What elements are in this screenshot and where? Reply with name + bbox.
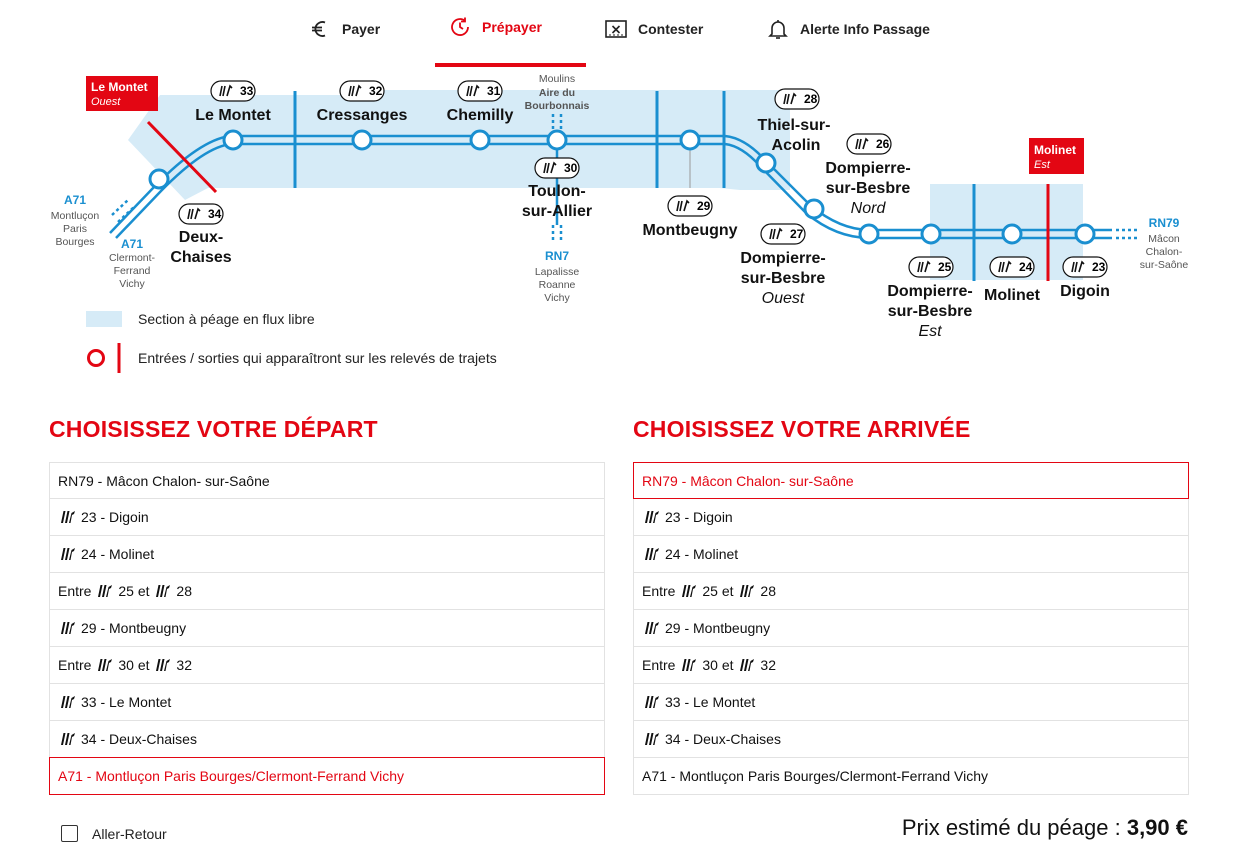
toll-plaza-icon [644, 547, 660, 561]
exit-num-28: 28 [804, 92, 818, 106]
toll-plaza-icon [739, 658, 755, 672]
exit-name-33: Le Montet [195, 107, 271, 124]
toll-plaza-icon [60, 695, 76, 709]
option-text-a: 34 [81, 731, 97, 747]
rn7-line1: Lapalisse [534, 266, 580, 278]
round-trip-label: Aller-Retour [92, 825, 167, 842]
tab-payer[interactable] [308, 14, 380, 44]
option-text-post: - Deux-Chaises [96, 731, 197, 747]
exit-name-34b: Chaises [170, 249, 232, 266]
toll-plaza-icon [644, 732, 660, 746]
price-estimate [902, 815, 1188, 841]
toll-plaza-icon [97, 584, 113, 598]
route-map [0, 60, 1241, 380]
entry-exit-icon [86, 342, 122, 374]
exit-num-29: 29 [697, 199, 711, 213]
option-text-a: 33 [81, 694, 97, 710]
a71-top-road: A71 [63, 193, 87, 207]
legend-freeflow [86, 311, 315, 327]
option-text-post: - Le Montet [96, 694, 172, 710]
option-text-post: - Montbeugny [680, 620, 771, 636]
arrival-list [633, 462, 1189, 795]
arrival-title: CHOISISSEZ VOTRE ARRIVÉE [633, 416, 971, 442]
toll-plaza-icon [60, 510, 76, 524]
option-text-post: - Digoin [96, 509, 149, 525]
exit-num-25: 25 [938, 260, 952, 274]
exit-name-25b: sur-Besbre [887, 303, 973, 320]
exit-name-31: Chemilly [446, 107, 514, 124]
a71-top-line1: Montluçon [50, 210, 100, 222]
ticket-x-icon [604, 17, 628, 41]
area-line-1: Moulins [538, 73, 576, 85]
option-text-a: 29 [81, 620, 97, 636]
toll-plaza-icon [644, 621, 660, 635]
legend-entries-text: Entrées / sorties qui apparaîtront sur les relevés de trajets [138, 350, 497, 366]
price-label: Prix estimé du péage : [901, 815, 1127, 840]
a71-top-line3: Bourges [55, 236, 95, 248]
rn79-line1: Mâcon [1148, 233, 1180, 245]
departure-list [49, 462, 605, 795]
option-text-mid: et [133, 657, 154, 673]
option-text-a: 23 [665, 509, 681, 525]
option-text-post: - Le Montet [680, 694, 756, 710]
exit-sub-25: Est [918, 323, 942, 340]
exit-name-27b: sur-Besbre [740, 270, 826, 287]
gate-right-name: Molinet [1034, 143, 1076, 157]
arrival-option[interactable] [633, 684, 1189, 721]
option-text-pre: Entre [642, 583, 680, 599]
option-text-a: 25 [702, 583, 718, 599]
exit-name-27a: Dompierre- [740, 250, 826, 267]
departure-option[interactable] [49, 684, 605, 721]
arrival-option[interactable] [633, 573, 1189, 610]
exit-num-31: 31 [487, 84, 501, 98]
option-text-b: 32 [176, 657, 192, 673]
area-line-2: Aire du [538, 87, 576, 99]
exit-name-30a: Toulon- [528, 183, 586, 200]
option-text-b: 32 [760, 657, 776, 673]
departure-option[interactable] [49, 757, 605, 795]
tab-bar [0, 0, 1241, 68]
exit-num-23: 23 [1092, 260, 1106, 274]
exit-name-34a: Deux- [178, 229, 224, 246]
arrival-option[interactable] [633, 758, 1189, 795]
arrival-option[interactable] [633, 462, 1189, 499]
exit-num-27: 27 [790, 227, 804, 241]
gate-left-dir: Ouest [91, 96, 121, 108]
clock-refresh-icon [448, 15, 472, 39]
exit-num-32: 32 [369, 84, 383, 98]
option-text-b: 28 [760, 583, 776, 599]
option-text-b: 28 [176, 583, 192, 599]
option-text-a: 33 [665, 694, 681, 710]
rn79-road: RN79 [1148, 216, 1180, 230]
rn79-line2: Chalon- [1145, 246, 1183, 258]
rn7-line3: Vichy [544, 292, 570, 304]
departure-title: CHOISISSEZ VOTRE DÉPART [49, 416, 378, 442]
option-text-a: 30 [702, 657, 718, 673]
option-text-a: 25 [118, 583, 134, 599]
legend-entries [86, 342, 497, 374]
exit-num-26: 26 [876, 137, 890, 151]
departure-option[interactable] [49, 499, 605, 536]
bell-icon [766, 17, 790, 41]
a71-bottom-line2: Ferrand [113, 265, 151, 277]
option-text-a: 24 [81, 546, 97, 562]
option-text-mid: RN79 - Mâcon Chalon- sur-Saône [58, 472, 270, 489]
option-text-mid: A71 - Montluçon Paris Bourges/Clermont-Ferrand Vichy [58, 768, 405, 784]
exit-sub-27: Ouest [761, 290, 805, 307]
option-text-mid: RN79 - Mâcon Chalon- sur-Saône [642, 472, 854, 489]
exit-num-34: 34 [208, 207, 222, 221]
euro-icon [308, 17, 332, 41]
option-text-pre: Entre [642, 657, 680, 673]
freeflow-area-center [362, 90, 660, 188]
arrival-option[interactable] [633, 499, 1189, 536]
exit-name-30b: sur-Allier [521, 203, 593, 220]
tab-prepayer[interactable] [448, 12, 542, 42]
toll-plaza-icon [681, 658, 697, 672]
exit-name-26b: sur-Besbre [825, 180, 911, 197]
arrival-option[interactable] [633, 647, 1189, 684]
departure-option[interactable] [49, 647, 605, 684]
toll-plaza-icon [155, 658, 171, 672]
option-text-a: 30 [118, 657, 134, 673]
departure-option[interactable] [49, 462, 605, 499]
option-text-post: - Deux-Chaises [680, 731, 781, 747]
arrival-option[interactable] [633, 721, 1189, 758]
exit-name-29: Montbeugny [642, 222, 738, 239]
exit-name-26a: Dompierre- [825, 160, 911, 177]
arrival-option[interactable] [633, 610, 1189, 647]
a71-top-line2: Paris [63, 223, 87, 235]
arrival-option[interactable] [633, 536, 1189, 573]
exit-name-32: Cressanges [316, 107, 408, 124]
option-text-post: - Montbeugny [96, 620, 187, 636]
toll-plaza-icon [97, 658, 113, 672]
toll-plaza-icon [681, 584, 697, 598]
a71-bottom-line1: Clermont- [108, 252, 156, 264]
tab-alerte[interactable] [766, 14, 930, 44]
area-line-3: Bourbonnais [524, 100, 590, 112]
option-text-mid: et [717, 583, 738, 599]
legend-freeflow-text: Section à péage en flux libre [138, 311, 315, 327]
exit-num-30: 30 [564, 161, 578, 175]
freeflow-swatch [86, 311, 122, 327]
a71-bottom-line3: Vichy [119, 278, 145, 290]
toll-plaza-icon [60, 547, 76, 561]
option-text-a: 23 [81, 509, 97, 525]
option-text-post: - Digoin [680, 509, 733, 525]
round-trip-row[interactable] [61, 825, 167, 842]
rn7-line2: Roanne [538, 279, 576, 291]
option-text-a: 29 [665, 620, 681, 636]
price-value: 3,90 € [1126, 815, 1188, 840]
toll-plaza-icon [739, 584, 755, 598]
gate-left-name: Le Montet [91, 80, 148, 94]
option-text-a: 24 [665, 546, 681, 562]
round-trip-checkbox[interactable] [61, 825, 78, 842]
exit-name-23: Digoin [1060, 283, 1110, 300]
tab-label: Payer [342, 21, 381, 37]
option-text-a: 34 [665, 731, 681, 747]
option-text-pre: Entre [58, 657, 96, 673]
rn79-line3: sur-Saône [1139, 259, 1189, 271]
exit-num-24: 24 [1019, 260, 1033, 274]
option-text-mid: et [717, 657, 738, 673]
toll-plaza-icon [155, 584, 171, 598]
departure-option[interactable] [49, 721, 605, 758]
toll-plaza-icon [60, 621, 76, 635]
exit-name-25a: Dompierre- [887, 283, 973, 300]
rn7-road: RN7 [544, 249, 570, 263]
toll-plaza-icon [644, 510, 660, 524]
option-text-mid: et [133, 583, 154, 599]
a71-bottom-road: A71 [120, 237, 144, 251]
option-text-mid: A71 - Montluçon Paris Bourges/Clermont-Ferrand Vichy [642, 768, 989, 784]
exit-name-24: Molinet [984, 287, 1040, 304]
departure-option[interactable] [49, 536, 605, 573]
tab-label: Contester [638, 21, 704, 37]
exit-name-28b: Acolin [771, 137, 821, 154]
option-text-post: - Molinet [96, 546, 155, 562]
tab-label: Alerte Info Passage [800, 21, 930, 37]
tab-label: Prépayer [482, 19, 542, 35]
option-text-pre: Entre [58, 583, 96, 599]
toll-plaza-icon [60, 732, 76, 746]
exit-num-33: 33 [240, 84, 254, 98]
gate-right-dir: Est [1034, 159, 1050, 171]
tab-contester[interactable] [604, 14, 703, 44]
toll-plaza-icon [644, 695, 660, 709]
departure-option[interactable] [49, 573, 605, 610]
exit-sub-26: Nord [850, 200, 886, 217]
departure-option[interactable] [49, 610, 605, 647]
option-text-post: - Molinet [680, 546, 739, 562]
exit-name-28a: Thiel-sur- [757, 117, 831, 134]
